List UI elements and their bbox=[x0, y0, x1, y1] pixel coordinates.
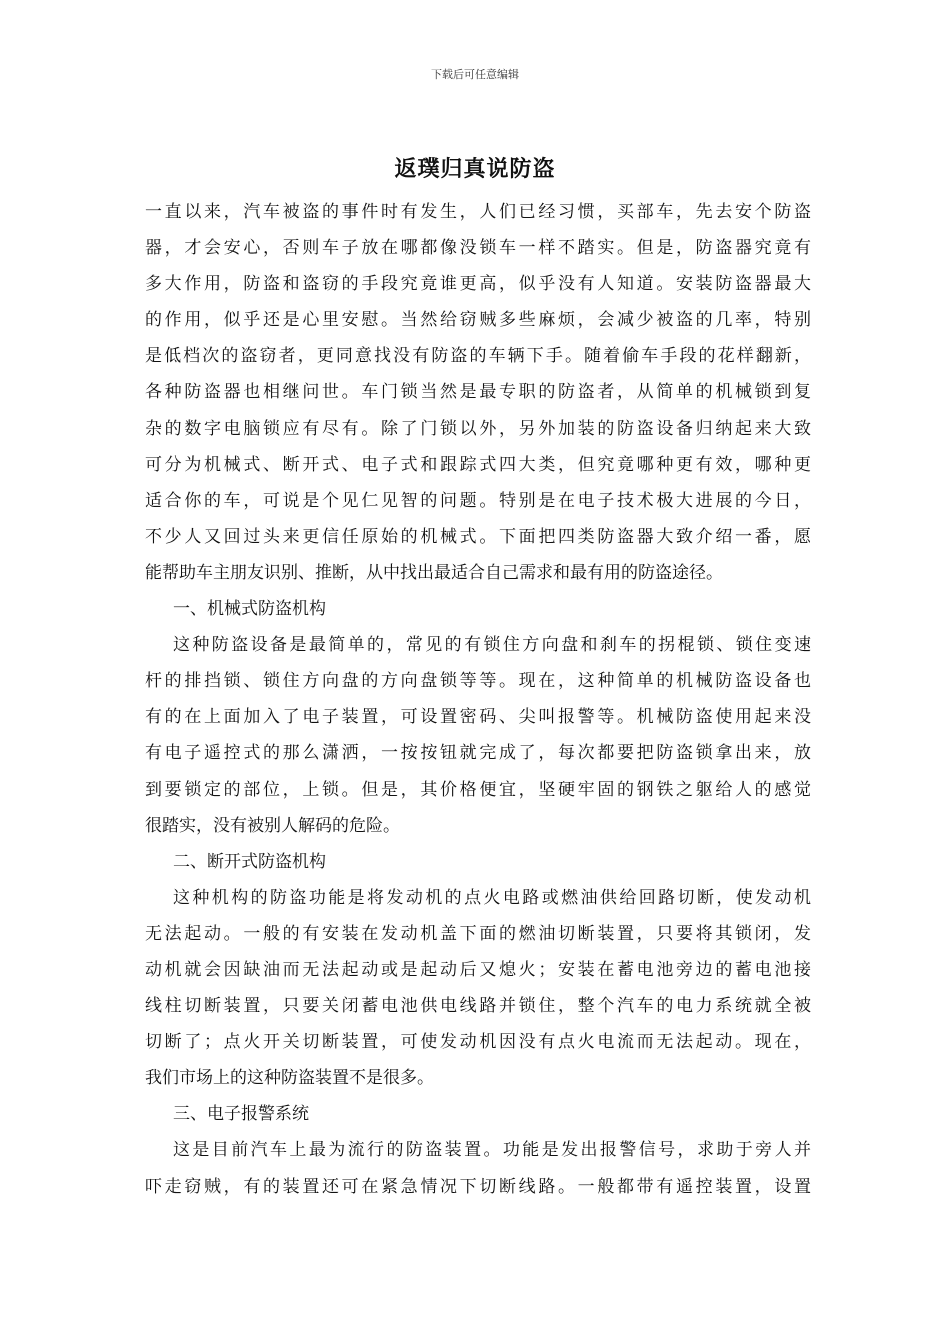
text-line: 很踏实，没有被别人解码的危险。 bbox=[145, 815, 400, 836]
text-line: 动机就会因缺油而无法起动或是起动后又熄火；安装在蓄电池旁边的蓄电池接 bbox=[145, 959, 811, 980]
text-line: 有电子遥控式的那么潇洒，一按按钮就完成了，每次都要把防盗锁拿出来，放 bbox=[145, 743, 811, 764]
text-line: 能帮助车主朋友识别、推断，从中找出最适合自己需求和最有用的防盗途径。 bbox=[145, 562, 723, 583]
text-line: 这种机构的防盗功能是将发动机的点火电路或燃油供给回路切断，使发动机 bbox=[173, 887, 811, 908]
text-line: 到要锁定的部位，上锁。但是，其价格便宜，坚硬牢固的钢铁之躯给人的感觉 bbox=[145, 779, 811, 800]
text-line: 切断了；点火开关切断装置，可使发动机因没有点火电流而无法起动。现在， bbox=[145, 1032, 811, 1053]
text-line: 器，才会安心，否则车子放在哪都像没锁车一样不踏实。但是，防盗器究竟有 bbox=[145, 238, 811, 259]
text-line: 的作用，似乎还是心里安慰。当然给窃贼多些麻烦，会减少被盗的几率，特别 bbox=[145, 310, 811, 331]
text-line: 这种防盗设备是最简单的，常见的有锁住方向盘和刹车的拐棍锁、锁住变速 bbox=[173, 635, 811, 656]
text-line: 杂的数字电脑锁应有尽有。除了门锁以外，另外加装的防盗设备归纳起来大致 bbox=[145, 418, 811, 439]
text-line: 线柱切断装置，只要关闭蓄电池供电线路并锁住，整个汽车的电力系统就全被 bbox=[145, 996, 811, 1017]
section-heading: 一、机械式防盗机构 bbox=[173, 599, 326, 620]
text-line: 有的在上面加入了电子装置，可设置密码、尖叫报警等。机械防盗使用起来没 bbox=[145, 707, 811, 728]
text-line: 这是目前汽车上最为流行的防盗装置。功能是发出报警信号，求助于旁人并 bbox=[173, 1140, 811, 1161]
text-line: 适合你的车，可说是个见仁见智的问题。特别是在电子技术极大进展的今日， bbox=[145, 490, 811, 511]
text-line: 可分为机械式、断开式、电子式和跟踪式四大类，但究竟哪种更有效，哪种更 bbox=[145, 454, 811, 475]
section-heading: 二、断开式防盗机构 bbox=[173, 851, 326, 872]
section-heading: 三、电子报警系统 bbox=[173, 1104, 309, 1125]
text-line: 一直以来，汽车被盗的事件时有发生，人们已经习惯，买部车，先去安个防盗 bbox=[145, 202, 811, 222]
header-note: 下载后可任意编辑 bbox=[431, 68, 519, 81]
text-line: 无法起动。一般的有安装在发动机盖下面的燃油切断装置，只要将其锁闭，发 bbox=[145, 923, 811, 944]
document-title: 返璞归真说防盗 bbox=[394, 156, 556, 182]
text-line: 是低档次的盗窃者，更同意找没有防盗的车辆下手。随着偷车手段的花样翻新， bbox=[145, 346, 811, 367]
text-line: 吓走窃贼，有的装置还可在紧急情况下切断线路。一般都带有遥控装置，设置 bbox=[145, 1176, 811, 1197]
text-line: 不少人又回过头来更信任原始的机械式。下面把四类防盗器大致介绍一番，愿 bbox=[145, 526, 811, 547]
text-line: 我们市场上的这种防盗装置不是很多。 bbox=[145, 1068, 434, 1089]
text-line: 多大作用，防盗和盗窃的手段究竟谁更高，似乎没有人知道。安装防盗器最大 bbox=[145, 274, 811, 295]
text-line: 各种防盗器也相继问世。车门锁当然是最专职的防盗者，从简单的机械锁到复 bbox=[145, 382, 811, 403]
text-line: 杆的排挡锁、锁住方向盘的方向盘锁等等。现在，这种简单的机械防盗设备也 bbox=[145, 671, 811, 692]
body-text bbox=[145, 194, 811, 1205]
